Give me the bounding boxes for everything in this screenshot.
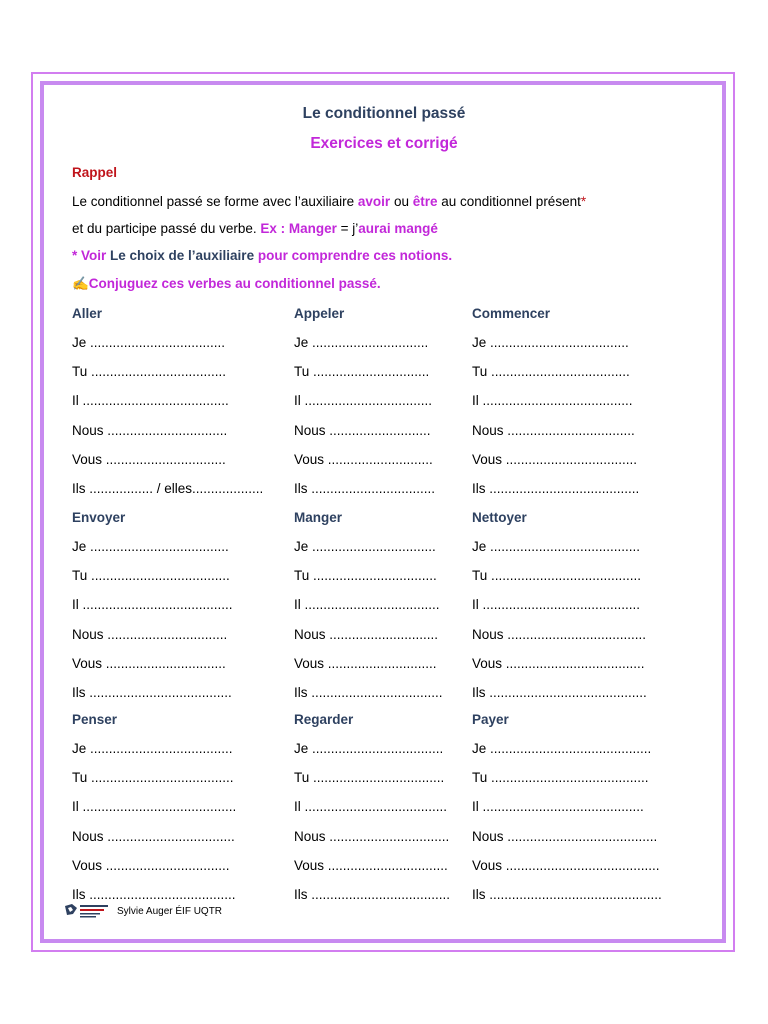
verb-heading: Manger: [294, 510, 343, 525]
conjugation-blank[interactable]: Il ..................................: [294, 393, 433, 409]
conjugation-blank[interactable]: Il ........................................: [72, 597, 233, 613]
conjugation-blank[interactable]: Il .......................................: [72, 393, 229, 409]
conjugation-blank[interactable]: Nous ................................: [294, 828, 450, 844]
example-label: Ex : Manger: [260, 221, 337, 236]
conjugation-blank[interactable]: Je .....................................: [72, 539, 229, 554]
school-logo: [63, 902, 111, 920]
conjugation-blank[interactable]: Je ......................................: [72, 741, 233, 756]
conjugation-blank[interactable]: Vous ...................................: [472, 451, 638, 467]
conjugation-blank[interactable]: Ils ........................................: [472, 481, 640, 496]
conjugation-blank[interactable]: Tu ....................................: [72, 364, 227, 380]
conjugation-blank[interactable]: Je ...........................................: [472, 741, 652, 756]
note-link[interactable]: Le choix de l’auxiliaire: [110, 248, 255, 263]
conjugation-blank[interactable]: Ils .................................: [294, 481, 436, 496]
conjugation-blank[interactable]: Vous ................................: [294, 857, 448, 873]
page-subtitle: Exercices et corrigé: [310, 135, 458, 152]
conjugation-blank[interactable]: Je ........................................: [472, 539, 641, 554]
conjugation-blank[interactable]: Je ...................................: [294, 741, 444, 756]
conjugation-blank[interactable]: Je .....................................: [472, 335, 629, 350]
conjugation-blank[interactable]: Tu ...............................: [294, 364, 430, 380]
conjugation-blank[interactable]: Il ...........................................: [472, 799, 644, 815]
page-title: Le conditionnel passé: [302, 105, 466, 122]
conjugation-blank[interactable]: Nous ................................: [72, 422, 228, 438]
conjugation-blank[interactable]: Ils .......................................: [72, 887, 236, 902]
verb-heading: Appeler: [294, 306, 345, 321]
conjugation-blank[interactable]: Il ........................................: [472, 393, 633, 409]
intro-text: au conditionnel présent: [437, 194, 581, 209]
intro-text: Le conditionnel passé se forme avec l’auxiliaire: [72, 194, 358, 209]
conjugation-blank[interactable]: Tu ........................................: [472, 568, 642, 584]
conjugation-blank[interactable]: Nous ..................................: [472, 422, 635, 438]
conjugation-blank[interactable]: Vous ................................: [72, 655, 226, 671]
conjugation-blank[interactable]: Vous ............................: [294, 451, 433, 467]
conjugation-blank[interactable]: Je ...............................: [294, 335, 429, 350]
conjugation-blank[interactable]: Vous .................................: [72, 857, 230, 873]
intro-text: ou: [390, 194, 413, 209]
conjugation-blank[interactable]: Nous ................................: [72, 626, 228, 642]
conjugation-blank[interactable]: Nous .....................................: [472, 626, 647, 642]
intro-line-2: [72, 221, 438, 236]
verb-heading: Commencer: [472, 306, 551, 321]
conjugation-blank[interactable]: Vous ................................: [72, 451, 226, 467]
verb-heading: Envoyer: [72, 510, 126, 525]
example-answer: aurai mangé: [358, 221, 438, 236]
keyword-etre: être: [412, 194, 438, 209]
conjugation-blank[interactable]: Ils ...................................: [294, 685, 443, 700]
conjugation-blank[interactable]: Vous .........................................: [472, 857, 660, 873]
conjugation-blank[interactable]: Il .........................................: [72, 799, 237, 815]
conjugation-blank[interactable]: Tu ..........................................: [472, 770, 649, 786]
asterisk: *: [580, 194, 587, 209]
conjugation-blank[interactable]: Nous ........................................: [472, 828, 658, 844]
verb-heading: Aller: [72, 306, 103, 321]
note-prefix: * Voir: [72, 248, 111, 263]
conjugation-blank[interactable]: Vous .............................: [294, 655, 437, 671]
conjugation-blank[interactable]: Ils ................. / elles...................: [72, 481, 264, 496]
verb-heading: Regarder: [294, 712, 354, 727]
conjugation-blank[interactable]: Je .................................: [294, 539, 436, 554]
rappel-heading: Rappel: [72, 165, 118, 180]
conjugation-blank[interactable]: Tu ...................................: [294, 770, 445, 786]
footer-credit: Sylvie Auger ÉIF UQTR: [117, 905, 223, 917]
intro-text: et du participe passé du verbe.: [72, 221, 261, 236]
conjugation-blank[interactable]: Tu .....................................: [472, 364, 630, 380]
verb-heading: Penser: [72, 712, 118, 727]
conjugation-blank[interactable]: Vous .....................................: [472, 655, 645, 671]
footer: [63, 902, 222, 920]
intro-text: =: [336, 221, 353, 236]
conjugation-blank[interactable]: Ils ..........................................: [472, 685, 647, 700]
intro-line-1: [72, 194, 586, 209]
conjugation-blank[interactable]: Nous ..................................: [72, 828, 235, 844]
conjugation-blank[interactable]: Il ......................................: [294, 799, 448, 815]
conjugation-blank[interactable]: Tu .....................................: [72, 568, 230, 584]
note-suffix: pour comprendre ces notions.: [254, 248, 453, 263]
conjugation-blank[interactable]: Il ..........................................: [472, 597, 641, 613]
instruction: ✍Conjuguez ces verbes au conditionnel passé.: [72, 276, 381, 291]
conjugation-blank[interactable]: Ils ..............................................: [472, 887, 662, 902]
intro-text: j’: [352, 221, 359, 236]
conjugation-blank[interactable]: Nous .............................: [294, 626, 439, 642]
conjugation-blank[interactable]: Tu ......................................: [72, 770, 234, 786]
conjugation-blank[interactable]: Nous ...........................: [294, 422, 431, 438]
conjugation-blank[interactable]: Ils ......................................: [72, 685, 232, 700]
conjugation-blank[interactable]: Ils .....................................: [294, 887, 451, 902]
keyword-avoir: avoir: [357, 194, 391, 209]
verb-heading: Nettoyer: [472, 510, 527, 525]
conjugation-blank[interactable]: Je ....................................: [72, 335, 226, 350]
conjugation-blank[interactable]: Il ....................................: [294, 597, 440, 613]
verb-heading: Payer: [472, 712, 509, 727]
note-line: [72, 248, 452, 263]
conjugation-blank[interactable]: Tu .................................: [294, 568, 437, 584]
